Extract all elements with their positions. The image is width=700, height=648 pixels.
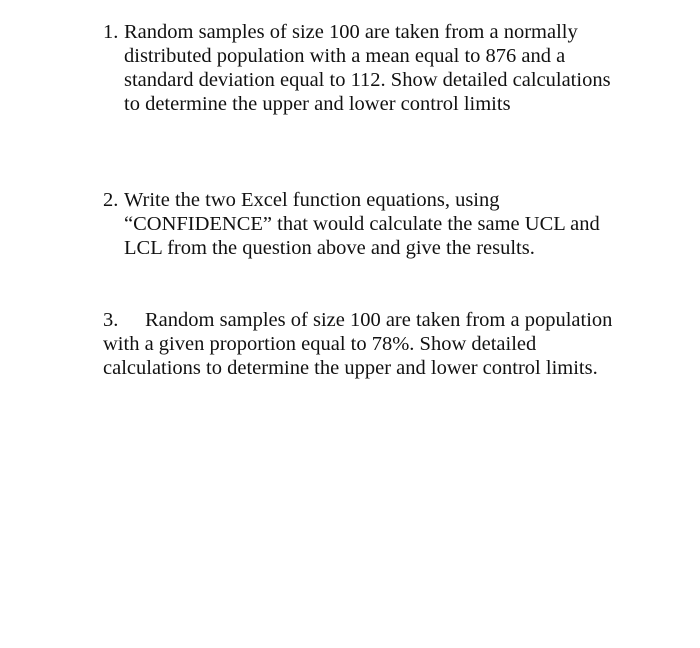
question-1 <box>103 20 643 116</box>
question-1-text-line-2: distributed population with a mean equal to 876 and a <box>124 45 566 67</box>
question-2-number: 2. <box>103 189 119 211</box>
question-2 <box>103 188 643 260</box>
question-2-text-line-3: LCL from the question above and give the results. <box>124 237 535 259</box>
question-3 <box>103 308 643 380</box>
question-1-text-line-3: standard deviation equal to 112. Show detailed calculations <box>124 69 611 91</box>
question-3-text-line-3: calculations to determine the upper and lower control limits. <box>103 357 598 379</box>
question-2-line-1 <box>103 188 643 212</box>
question-2-text-line-2: “CONFIDENCE” that would calculate the same UCL and <box>124 213 600 235</box>
question-2-text-line-1: Write the two Excel function equations, using <box>124 189 500 211</box>
question-3-number: 3. <box>103 309 119 331</box>
question-3-text-line-1: Random samples of size 100 are taken from a population <box>145 309 613 331</box>
question-1-line-1 <box>103 20 643 44</box>
question-3-text-line-2: with a given proportion equal to 78%. Show detailed <box>103 333 537 355</box>
question-1-text-line-1: Random samples of size 100 are taken from a normally <box>124 21 578 43</box>
question-1-text-line-4: to determine the upper and lower control limits <box>124 93 511 115</box>
question-3-line-1 <box>103 308 643 332</box>
question-1-number: 1. <box>103 21 119 43</box>
